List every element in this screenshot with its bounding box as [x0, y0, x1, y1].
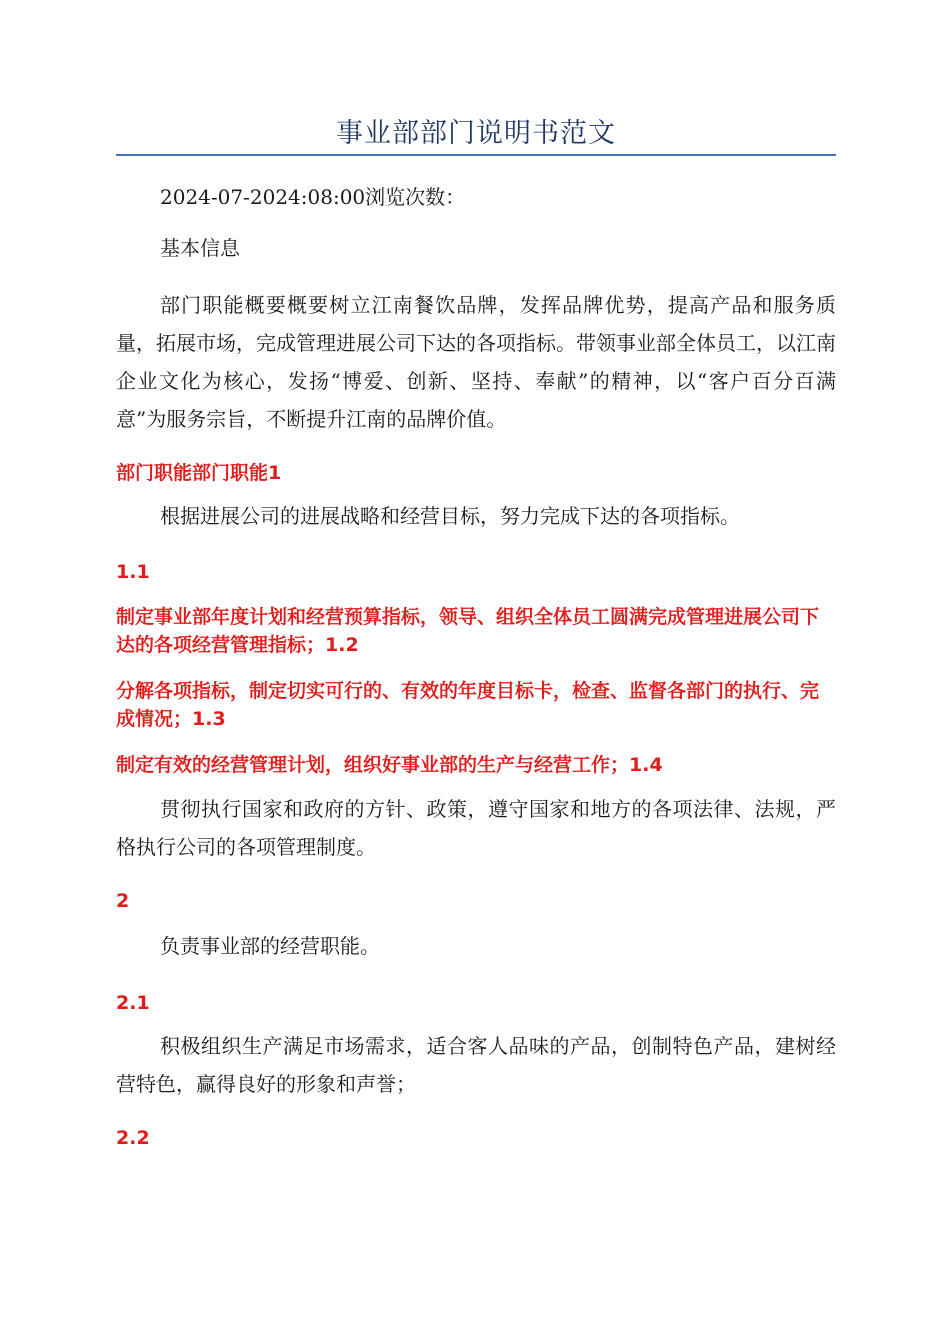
- heading-2: 2: [116, 890, 130, 912]
- document-title: 事业部部门说明书范文: [336, 118, 616, 149]
- title-divider: [116, 154, 836, 156]
- body-paragraph-production: 积极组织生产满足市场需求，适合客人品味的产品，创制特色产品，建树经营特色，赢得良好的形象和声誉；: [116, 1034, 836, 1096]
- heading-item-1-2: 制定事业部年度计划和经营预算指标，领导、组织全体员工圆满完成管理进展公司下达的各项经营管理指标；1.2: [116, 606, 820, 656]
- heading-item-1-4: 制定有效的经营管理计划，组织好事业部的生产与经营工作；1.4: [116, 754, 663, 776]
- section-basic-info: 基本信息: [160, 236, 240, 260]
- heading-2-1: 2.1: [116, 992, 150, 1014]
- meta-line: 2024-07-2024:08:00浏览次数：: [160, 185, 466, 209]
- heading-dept-function: 部门职能部门职能1: [116, 462, 282, 484]
- body-paragraph-operations: 负责事业部的经营职能。: [160, 934, 380, 958]
- body-paragraph: 根据进展公司的进展战略和经营目标，努力完成下达的各项指标。: [160, 504, 740, 528]
- body-paragraph-laws: 贯彻执行国家和政府的方针、政策，遵守国家和地方的各项法律、法规，严格执行公司的各项管理制度。: [116, 797, 836, 859]
- heading-2-2: 2.2: [116, 1127, 150, 1149]
- summary-paragraph: 部门职能概要概要树立江南餐饮品牌，发挥品牌优势，提高产品和服务质量，拓展市场，完成管理进展公司下达的各项指标。带领事业部全体员工，以江南企业文化为核心，发扬“博爱、创新、坚持、奉献”的精神，以“客户百分百满意”为服务宗旨，不断提升江南的品牌价值。: [116, 293, 836, 431]
- heading-item-1-3: 分解各项指标，制定切实可行的、有效的年度目标卡，检查、监督各部门的执行、完成情况；1.3: [116, 680, 820, 730]
- heading-1-1: 1.1: [116, 561, 150, 583]
